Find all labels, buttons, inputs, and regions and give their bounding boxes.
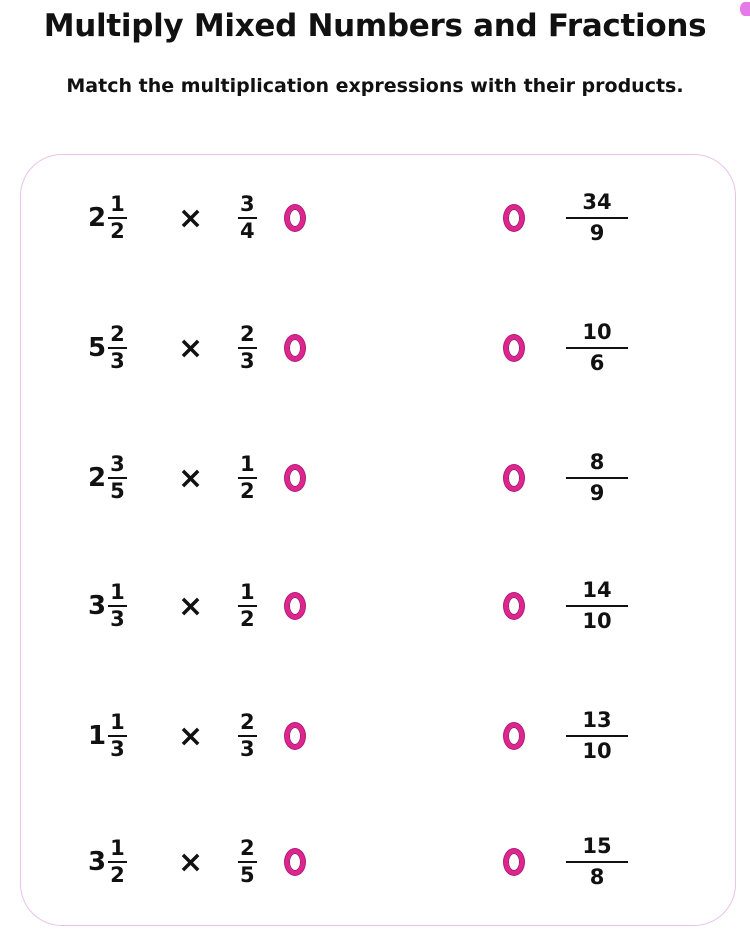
fraction bbox=[238, 191, 257, 244]
worksheet-title: Multiply Mixed Numbers and Fractions bbox=[43, 8, 707, 44]
product-connector-dot[interactable] bbox=[504, 849, 524, 875]
match-row bbox=[0, 566, 750, 646]
fraction-bar bbox=[566, 347, 628, 350]
mixed-number bbox=[88, 696, 127, 776]
denominator: 6 bbox=[589, 351, 605, 376]
second-factor bbox=[238, 822, 257, 902]
numerator: 1 bbox=[110, 191, 125, 216]
denominator: 2 bbox=[240, 479, 255, 504]
numerator: 2 bbox=[240, 321, 255, 346]
match-row bbox=[0, 178, 750, 258]
denominator: 3 bbox=[110, 737, 125, 762]
product-fraction bbox=[566, 566, 628, 646]
second-factor bbox=[238, 178, 257, 258]
mixed-number bbox=[88, 178, 127, 258]
numerator: 1 bbox=[110, 709, 125, 734]
multiply-icon: × bbox=[178, 718, 204, 754]
expression-connector-dot[interactable] bbox=[285, 335, 305, 361]
numerator: 1 bbox=[110, 835, 125, 860]
denominator: 2 bbox=[110, 219, 125, 244]
fraction bbox=[238, 579, 257, 632]
product-connector-dot[interactable] bbox=[504, 335, 524, 361]
fraction bbox=[108, 451, 127, 504]
fraction bbox=[108, 579, 127, 632]
product-connector-dot[interactable] bbox=[504, 205, 524, 231]
product-fraction bbox=[566, 178, 628, 258]
match-row bbox=[0, 822, 750, 902]
match-row bbox=[0, 308, 750, 388]
numerator: 10 bbox=[582, 319, 612, 344]
instructions: Match the multiplication expressions with their products. bbox=[66, 75, 684, 97]
denominator: 5 bbox=[240, 863, 255, 888]
fraction bbox=[566, 707, 628, 764]
denominator: 9 bbox=[589, 481, 605, 506]
second-factor bbox=[238, 308, 257, 388]
denominator: 4 bbox=[240, 219, 255, 244]
fraction bbox=[566, 577, 628, 634]
expression-connector-dot[interactable] bbox=[285, 849, 305, 875]
numerator: 15 bbox=[582, 833, 612, 858]
numerator: 3 bbox=[110, 451, 125, 476]
match-row bbox=[0, 438, 750, 518]
multiply-icon: × bbox=[178, 330, 204, 366]
second-factor bbox=[238, 438, 257, 518]
numerator: 2 bbox=[240, 709, 255, 734]
numerator: 2 bbox=[110, 321, 125, 346]
mixed-number bbox=[88, 438, 127, 518]
fraction-bar bbox=[566, 217, 628, 220]
fraction bbox=[238, 451, 257, 504]
fraction bbox=[566, 833, 628, 890]
multiply-icon: × bbox=[178, 844, 204, 880]
match-row bbox=[0, 696, 750, 776]
numerator: 3 bbox=[240, 191, 255, 216]
multiply-icon: × bbox=[178, 200, 204, 236]
numerator: 14 bbox=[582, 577, 612, 602]
numerator: 1 bbox=[240, 451, 255, 476]
fraction bbox=[108, 835, 127, 888]
product-connector-dot[interactable] bbox=[504, 465, 524, 491]
fraction bbox=[108, 709, 127, 762]
denominator: 3 bbox=[110, 349, 125, 374]
numerator: 8 bbox=[589, 449, 605, 474]
fraction-bar bbox=[566, 477, 628, 480]
fraction-bar bbox=[566, 605, 628, 608]
fraction bbox=[108, 321, 127, 374]
denominator: 8 bbox=[589, 865, 605, 890]
numerator: 34 bbox=[582, 189, 612, 214]
expression-connector-dot[interactable] bbox=[285, 723, 305, 749]
second-factor bbox=[238, 566, 257, 646]
denominator: 10 bbox=[582, 609, 612, 634]
product-fraction bbox=[566, 438, 628, 518]
product-connector-dot[interactable] bbox=[504, 723, 524, 749]
denominator: 3 bbox=[240, 737, 255, 762]
mixed-number bbox=[88, 822, 127, 902]
fraction-bar bbox=[566, 735, 628, 738]
fraction bbox=[566, 449, 628, 506]
numerator: 1 bbox=[240, 579, 255, 604]
denominator: 5 bbox=[110, 479, 125, 504]
fraction bbox=[108, 191, 127, 244]
matching-panel bbox=[20, 154, 736, 926]
denominator: 2 bbox=[240, 607, 255, 632]
fraction bbox=[238, 321, 257, 374]
fraction bbox=[566, 189, 628, 246]
product-connector-dot[interactable] bbox=[504, 593, 524, 619]
fraction bbox=[238, 835, 257, 888]
mixed-number bbox=[88, 566, 127, 646]
fraction-bar bbox=[566, 861, 628, 864]
multiply-icon: × bbox=[178, 588, 204, 624]
whole-part: 5 bbox=[88, 333, 107, 363]
denominator: 10 bbox=[582, 739, 612, 764]
product-fraction bbox=[566, 696, 628, 776]
whole-part: 1 bbox=[88, 721, 107, 751]
expression-connector-dot[interactable] bbox=[285, 593, 305, 619]
denominator: 3 bbox=[110, 607, 125, 632]
product-fraction bbox=[566, 308, 628, 388]
denominator: 2 bbox=[110, 863, 125, 888]
whole-part: 2 bbox=[88, 463, 107, 493]
fraction bbox=[566, 319, 628, 376]
expression-connector-dot[interactable] bbox=[285, 205, 305, 231]
whole-part: 2 bbox=[88, 203, 107, 233]
numerator: 2 bbox=[240, 835, 255, 860]
whole-part: 3 bbox=[88, 591, 107, 621]
mixed-number bbox=[88, 308, 127, 388]
product-fraction bbox=[566, 822, 628, 902]
second-factor bbox=[238, 696, 257, 776]
denominator: 3 bbox=[240, 349, 255, 374]
whole-part: 3 bbox=[88, 847, 107, 877]
fraction bbox=[238, 709, 257, 762]
corner-decoration bbox=[740, 2, 750, 16]
multiply-icon: × bbox=[178, 460, 204, 496]
expression-connector-dot[interactable] bbox=[285, 465, 305, 491]
denominator: 9 bbox=[589, 221, 605, 246]
numerator: 13 bbox=[582, 707, 612, 732]
numerator: 1 bbox=[110, 579, 125, 604]
